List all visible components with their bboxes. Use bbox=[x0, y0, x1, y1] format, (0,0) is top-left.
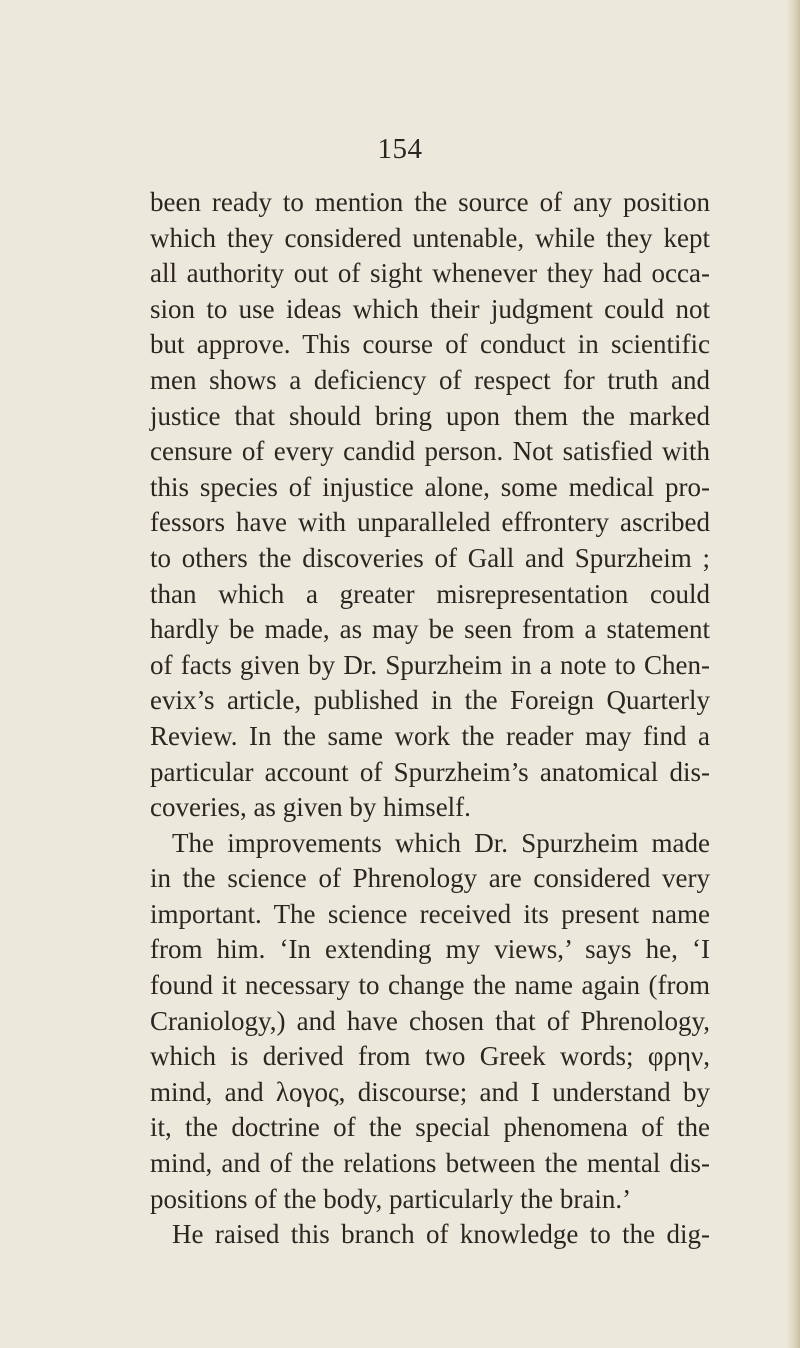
text-line: positions of the body, particularly the brain.’ bbox=[150, 1183, 632, 1214]
body-text bbox=[150, 185, 710, 1253]
text-line: sion to use ideas which their judgment could not bbox=[150, 293, 710, 324]
text-line: all authority out of sight whenever they had occa- bbox=[150, 258, 710, 289]
text-line: it, the doctrine of the special phenomena of the bbox=[150, 1112, 710, 1143]
text-line: than which a greater misrepresentation could bbox=[150, 578, 710, 609]
text-line: found it necessary to change the name again (from bbox=[150, 970, 710, 1001]
text-line: from him. ‘In extending my views,’ says he, ‘I bbox=[150, 934, 710, 965]
text-line: coveries, as given by himself. bbox=[150, 792, 471, 823]
text-line: justice that should bring upon them the marked bbox=[150, 400, 710, 431]
text-line: to others the discoveries of Gall and Spurzheim ; bbox=[150, 542, 710, 573]
text-line: this species of injustice alone, some medical pro- bbox=[150, 471, 710, 502]
text-line: which they considered untenable, while they kept bbox=[150, 222, 710, 253]
text-line: particular account of Spurzheim’s anatomical dis- bbox=[150, 756, 710, 787]
page-number: 154 bbox=[377, 133, 423, 165]
text-line: in the science of Phrenology are considered very bbox=[150, 863, 710, 894]
text-line: men shows a deficiency of respect for truth and bbox=[150, 364, 710, 395]
text-line: but approve. This course of conduct in scientific bbox=[150, 329, 710, 360]
text-line: censure of every candid person. Not satisfied with bbox=[150, 436, 710, 467]
text-line: hardly be made, as may be seen from a statement bbox=[150, 614, 710, 645]
text-line: Review. In the same work the reader may find a bbox=[150, 720, 710, 751]
text-line: mind, and λογος, discourse; and I understand by bbox=[150, 1076, 710, 1107]
text-line: been ready to mention the source of any position bbox=[150, 187, 710, 217]
text-line: mind, and of the relations between the mental dis- bbox=[150, 1148, 710, 1179]
text-line: fessors have with unparalleled effrontery ascribed bbox=[150, 507, 710, 538]
paragraph-start-line: He raised this branch of knowledge to the dig- bbox=[172, 1219, 710, 1250]
paragraph-start-line: The improvements which Dr. Spurzheim made bbox=[172, 827, 710, 858]
text-line: of facts given by Dr. Spurzheim in a note to Chen- bbox=[150, 649, 710, 680]
text-line: which is derived from two Greek words; φρην, bbox=[150, 1041, 710, 1072]
page-edge-shadow bbox=[786, 0, 800, 1348]
text-line: Craniology,) and have chosen that of Phrenology, bbox=[150, 1005, 710, 1036]
text-line: evix’s article, published in the Foreign Quarterly bbox=[150, 685, 710, 716]
text-line: important. The science received its present name bbox=[150, 898, 710, 929]
